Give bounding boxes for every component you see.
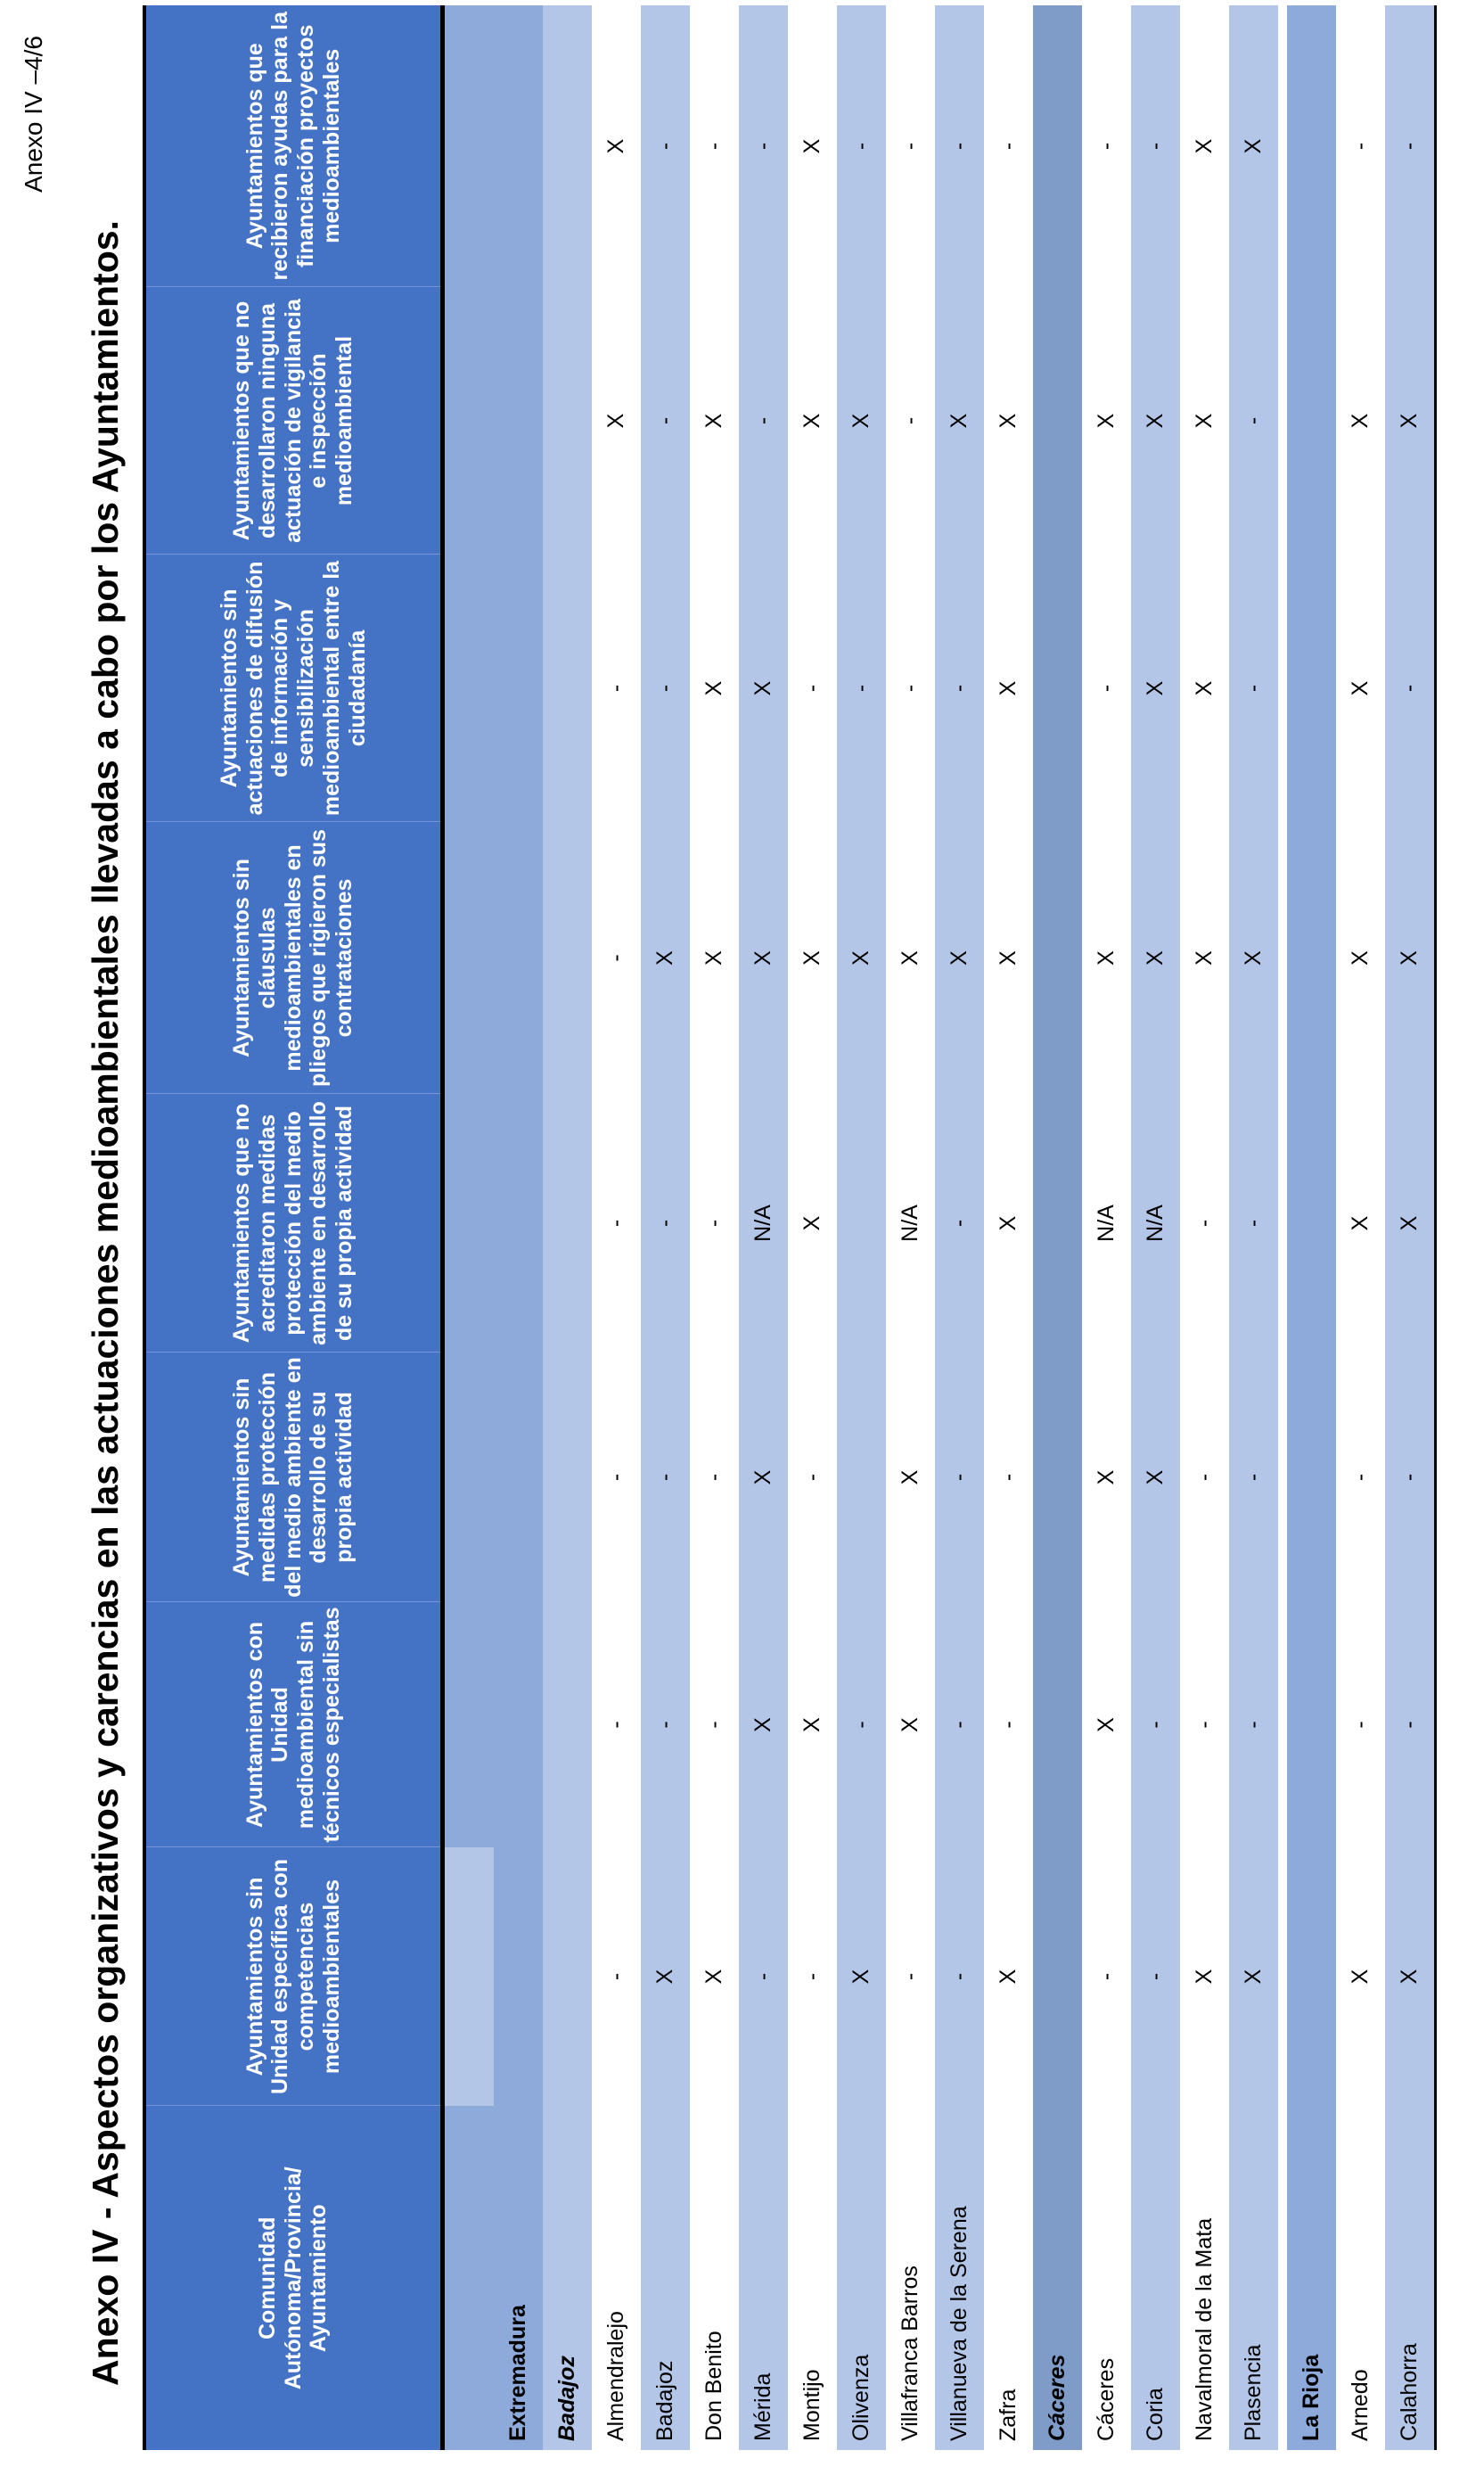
province-heading-row <box>1033 5 1082 2450</box>
value-cell: - <box>1082 5 1131 287</box>
community-name: La Rioja <box>1283 5 1336 2450</box>
value-cell: X <box>641 822 690 1094</box>
value-cell: X <box>739 1602 788 1847</box>
value-cell: X <box>837 822 886 1094</box>
municipality-name: Navalmoral de la Mata <box>1180 2106 1229 2450</box>
value-cell: - <box>592 1847 641 2106</box>
value-cell: X <box>984 822 1033 1094</box>
spacer-cell <box>443 1847 495 2106</box>
table-body <box>443 5 1436 2450</box>
municipality-name: Plasencia <box>1229 2106 1283 2450</box>
value-cell: - <box>1229 1602 1283 1847</box>
column-header-sin-unidad: Ayuntamientos sin Unidad específica con competencias medioambientales <box>144 1847 443 2106</box>
value-cell: - <box>886 287 935 555</box>
value-cell: X <box>592 5 641 287</box>
value-cell: - <box>1131 5 1180 287</box>
value-cell: X <box>1082 287 1131 555</box>
value-cell: X <box>788 5 837 287</box>
page-title: Anexo IV - Aspectos organizativos y carencias en las actuaciones medioambientales llevadas a cabo por los Ayuntamientos. <box>85 220 126 2386</box>
value-cell: - <box>1385 5 1436 287</box>
value-cell: X <box>1229 822 1283 1094</box>
spacer-cell <box>443 555 495 822</box>
value-cell: - <box>641 5 690 287</box>
value-cell: - <box>1336 5 1385 287</box>
column-header-sin-difusion: Ayuntamientos sin actuaciones de difusión de información y sensibilización medioambiental entre la ciudadanía <box>144 555 443 822</box>
municipality-name: Villanueva de la Serena <box>935 2106 984 2450</box>
value-cell: - <box>739 5 788 287</box>
value-cell: - <box>592 555 641 822</box>
value-cell: - <box>984 1353 1033 1602</box>
value-cell: - <box>935 555 984 822</box>
value-cell: - <box>690 1353 739 1602</box>
value-cell: X <box>1385 1094 1436 1353</box>
province-heading-row <box>543 5 592 2450</box>
value-cell: X <box>886 1353 935 1602</box>
value-cell: X <box>1082 1602 1131 1847</box>
municipality-name: Olivenza <box>837 2106 886 2450</box>
value-cell: X <box>1131 555 1180 822</box>
municipality-name: Calahorra <box>1385 2106 1436 2450</box>
community-name: Extremadura <box>494 5 543 2450</box>
table-row <box>1229 5 1283 2450</box>
value-cell: - <box>690 1094 739 1353</box>
value-cell: N/A <box>739 1094 788 1353</box>
value-cell: - <box>1229 287 1283 555</box>
value-cell: - <box>1082 1847 1131 2106</box>
value-cell: - <box>788 1353 837 1602</box>
value-cell: - <box>1131 1847 1180 2106</box>
spacer-row <box>443 5 495 2450</box>
value-cell: - <box>935 1353 984 1602</box>
value-cell: X <box>1180 1847 1229 2106</box>
value-cell: N/A <box>1131 1094 1180 1353</box>
value-cell: X <box>1385 822 1436 1094</box>
value-cell: - <box>1229 555 1283 822</box>
column-header-sin-clausulas: Ayuntamientos sin cláusulas medioambientales en pliegos que rigieron sus contrataciones <box>144 822 443 1094</box>
value-cell: X <box>1082 822 1131 1094</box>
value-cell: X <box>1131 822 1180 1094</box>
value-cell: N/A <box>1082 1094 1131 1353</box>
value-cell: X <box>886 1602 935 1847</box>
value-cell: - <box>1180 1353 1229 1602</box>
value-cell: - <box>984 1602 1033 1847</box>
table-row <box>1082 5 1131 2450</box>
value-cell: X <box>788 1094 837 1353</box>
value-cell: X <box>1082 1353 1131 1602</box>
value-cell: - <box>837 1602 886 1847</box>
value-cell: X <box>984 1094 1033 1353</box>
municipality-name: Villafranca Barros <box>886 2106 935 2450</box>
value-cell: X <box>1131 1353 1180 1602</box>
value-cell: X <box>1336 1094 1385 1353</box>
value-cell: - <box>886 5 935 287</box>
value-cell: - <box>935 5 984 287</box>
municipality-name: Montijo <box>788 2106 837 2450</box>
value-cell: X <box>690 287 739 555</box>
column-header-no-acreditaron: Ayuntamientos que no acreditaron medidas protección del medio ambiente en desarrollo de su propia actividad <box>144 1094 443 1353</box>
spacer-cell <box>443 1094 495 1353</box>
value-cell: X <box>690 822 739 1094</box>
community-heading-row <box>1283 5 1336 2450</box>
value-cell: - <box>1385 555 1436 822</box>
value-cell: - <box>592 822 641 1094</box>
value-cell: - <box>592 1353 641 1602</box>
value-cell: - <box>984 5 1033 287</box>
table-row <box>1336 5 1385 2450</box>
value-cell: X <box>592 287 641 555</box>
municipality-name: Badajoz <box>641 2106 690 2450</box>
value-cell: X <box>1180 287 1229 555</box>
value-cell: X <box>935 822 984 1094</box>
value-cell: N/A <box>886 1094 935 1353</box>
value-cell: - <box>641 1353 690 1602</box>
value-cell: - <box>935 1094 984 1353</box>
value-cell: X <box>1336 822 1385 1094</box>
value-cell: X <box>1180 5 1229 287</box>
value-cell: X <box>690 555 739 822</box>
value-cell: X <box>788 287 837 555</box>
value-cell: - <box>1229 1353 1283 1602</box>
column-header-ayuntamiento: Comunidad Autónoma/Provincia/ Ayuntamiento <box>144 2106 443 2450</box>
spacer-cell <box>443 1353 495 1602</box>
value-cell: X <box>1385 287 1436 555</box>
table-row <box>690 5 739 2450</box>
value-cell: X <box>690 1847 739 2106</box>
value-cell: X <box>984 1847 1033 2106</box>
value-cell: X <box>837 287 886 555</box>
value-cell: X <box>984 287 1033 555</box>
province-name: Cáceres <box>1033 5 1082 2450</box>
value-cell: - <box>788 1847 837 2106</box>
value-cell: - <box>1385 1602 1436 1847</box>
annex-page-reference: Anexo IV –4/6 <box>20 36 47 193</box>
municipality-name: Mérida <box>739 2106 788 2450</box>
value-cell: - <box>641 1094 690 1353</box>
value-cell: - <box>1336 1353 1385 1602</box>
value-cell: X <box>1336 555 1385 822</box>
value-cell: - <box>1180 1094 1229 1353</box>
value-cell: X <box>886 822 935 1094</box>
value-cell: - <box>641 555 690 822</box>
table-row <box>641 5 690 2450</box>
value-cell: - <box>1082 555 1131 822</box>
municipality-name: Cáceres <box>1082 2106 1131 2450</box>
value-cell: - <box>788 555 837 822</box>
table-row <box>1180 5 1229 2450</box>
municipality-name: Almendralejo <box>592 2106 641 2450</box>
value-cell: X <box>1229 5 1283 287</box>
spacer-cell <box>443 822 495 1094</box>
value-cell: X <box>1131 287 1180 555</box>
value-cell: - <box>1180 1602 1229 1847</box>
value-cell: - <box>1131 1602 1180 1847</box>
spacer-cell <box>443 1602 495 1847</box>
value-cell: X <box>1180 555 1229 822</box>
value-cell: X <box>788 822 837 1094</box>
value-cell: X <box>1385 1847 1436 2106</box>
table-row <box>592 5 641 2450</box>
value-cell: - <box>641 1602 690 1847</box>
value-cell: - <box>592 1094 641 1353</box>
value-cell <box>837 1094 886 1353</box>
value-cell: - <box>935 1602 984 1847</box>
community-heading-row <box>494 5 543 2450</box>
value-cell: X <box>1180 822 1229 1094</box>
value-cell: - <box>1336 1602 1385 1847</box>
table-row <box>837 5 886 2450</box>
value-cell: X <box>1336 287 1385 555</box>
value-cell: X <box>739 555 788 822</box>
value-cell: X <box>641 1847 690 2106</box>
value-cell: - <box>837 555 886 822</box>
column-header-sin-vigilancia: Ayuntamientos que no desarrollaron ninguna actuación de vigilancia e inspección medioambiental <box>144 287 443 555</box>
value-cell: X <box>984 555 1033 822</box>
value-cell: - <box>886 1847 935 2106</box>
column-header-sin-tecnicos: Ayuntamientos con Unidad medioambiental sin técnicos especialistas <box>144 1602 443 1847</box>
spacer-cell <box>443 2106 495 2450</box>
table-row <box>935 5 984 2450</box>
column-header-ayudas: Ayuntamientos que recibieron ayudas para la financiación proyectos medioambientales <box>144 5 443 287</box>
municipality-name: Zafra <box>984 2106 1033 2450</box>
table-row <box>788 5 837 2450</box>
value-cell: - <box>837 5 886 287</box>
value-cell: X <box>935 287 984 555</box>
annex-table <box>143 5 1437 2450</box>
value-cell: - <box>641 287 690 555</box>
spacer-cell <box>443 287 495 555</box>
value-cell: X <box>1229 1847 1283 2106</box>
value-cell: - <box>739 1847 788 2106</box>
value-cell: - <box>739 287 788 555</box>
value-cell: X <box>1336 1847 1385 2106</box>
column-header-sin-medidas: Ayuntamientos sin medidas protección del medio ambiente en desarrollo de su propia actividad <box>144 1353 443 1602</box>
value-cell: - <box>690 1602 739 1847</box>
spacer-cell <box>443 5 495 287</box>
province-name: Badajoz <box>543 5 592 2450</box>
table-row <box>886 5 935 2450</box>
table-row <box>1131 5 1180 2450</box>
value-cell: - <box>690 5 739 287</box>
value-cell: - <box>592 1602 641 1847</box>
municipality-name: Coria <box>1131 2106 1180 2450</box>
value-cell: X <box>837 1847 886 2106</box>
municipality-name: Don Benito <box>690 2106 739 2450</box>
table-row <box>739 5 788 2450</box>
value-cell: X <box>788 1602 837 1847</box>
value-cell: - <box>935 1847 984 2106</box>
value-cell: - <box>1385 1353 1436 1602</box>
value-cell: - <box>886 555 935 822</box>
value-cell <box>837 1353 886 1602</box>
value-cell: X <box>739 1353 788 1602</box>
value-cell: - <box>1229 1094 1283 1353</box>
table-header-row <box>144 5 443 2450</box>
table-row <box>984 5 1033 2450</box>
value-cell: X <box>739 822 788 1094</box>
table-row <box>1385 5 1436 2450</box>
municipality-name: Arnedo <box>1336 2106 1385 2450</box>
